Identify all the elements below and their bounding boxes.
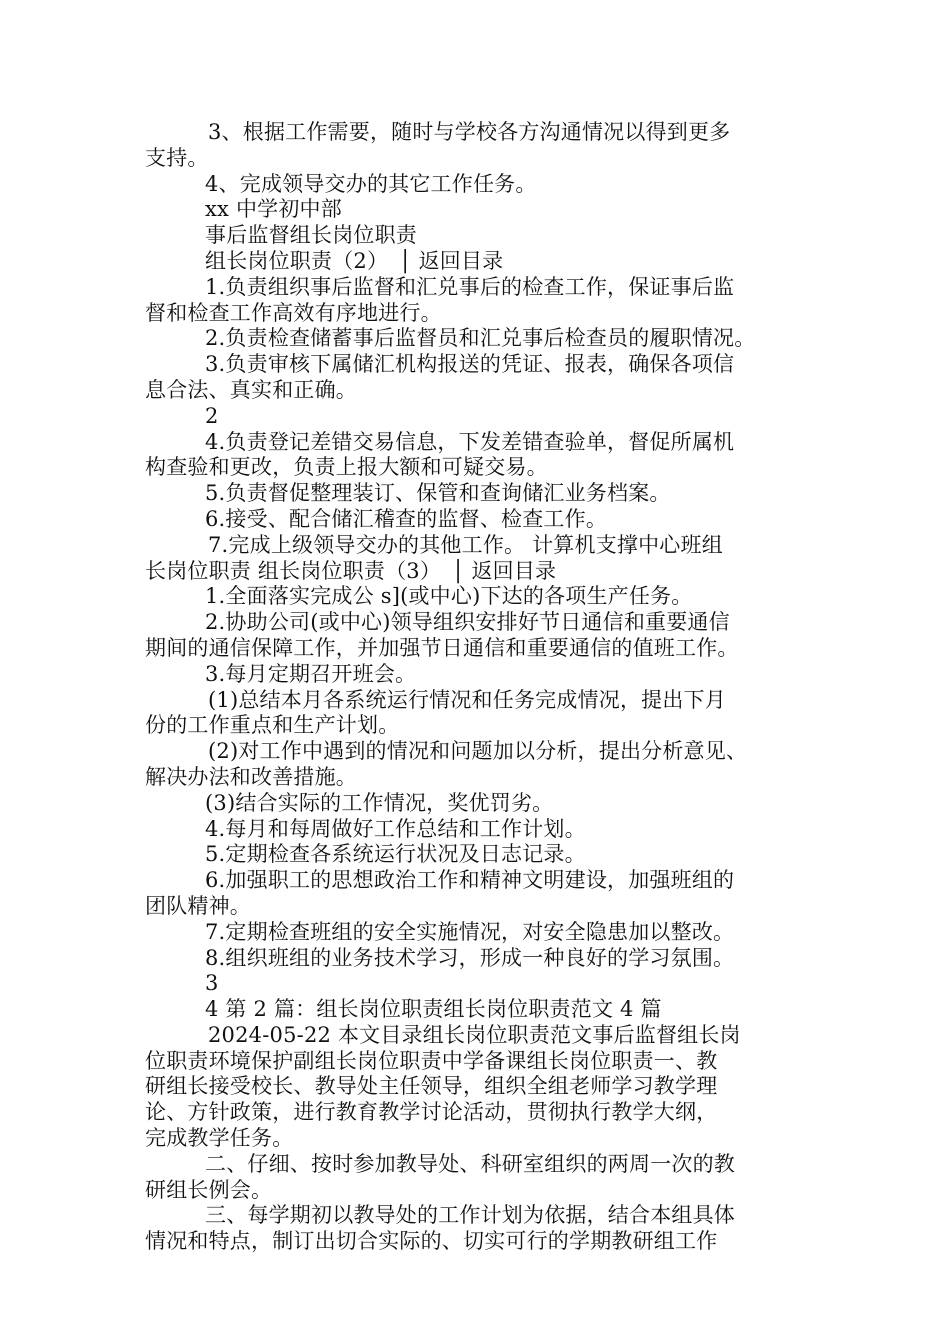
text-line: 2.负责检查储蓄事后监督员和汇兑事后检查员的履职情况。 [205,326,756,351]
text-line: 7.完成上级领导交办的其他工作。 计算机支撑中心班组 [208,532,723,557]
text-line: 7.定期检查班组的安全实施情况，对安全隐患加以整改。 [205,919,735,944]
text-line: 4.负责登记差错交易信息，下发差错查验单，督促所属机 [205,429,735,454]
text-line: 长岗位职责 组长岗位职责（3） │ 返回目录 [145,558,557,583]
text-line: 团队精神。 [145,893,251,918]
text-line: 6.接受、配合储汇稽查的监督、检查工作。 [205,506,608,531]
text-line: 支持。 [145,145,209,170]
text-line: 3 [205,971,219,996]
text-line: 1.负责组织事后监督和汇兑事后的检查工作，保证事后监 [205,274,735,299]
text-line: 构查验和更改，负责上报大额和可疑交易。 [145,455,548,480]
text-line: 研组长接受校长、教导处主任领导，组织全组老师学习教学理 [145,1074,718,1099]
text-line: 2024-05-22 本文目录组长岗位职责范文事后监督组长岗 [208,1022,741,1047]
text-line: 组长岗位职责（2） │ 返回目录 [205,248,504,273]
text-line: 期间的通信保障工作，并加强节日通信和重要通信的值班工作。 [145,635,739,660]
text-line: 情况和特点，制订出切合实际的、切实可行的学期教研组工作 [145,1229,718,1254]
text-line: 4 第 2 篇：组长岗位职责组长岗位职责范文 4 篇 [205,997,662,1022]
text-line: (1)总结本月各系统运行情况和任务完成情况，提出下月 [208,687,726,712]
text-line: 5.负责督促整理装订、保管和查询储汇业务档案。 [205,481,671,506]
text-line: 解决办法和改善措施。 [145,764,357,789]
text-line: 2.协助公司(或中心)领导组织安排好节日通信和重要通信 [205,610,730,635]
text-line: 1.全面落实完成公 s](或中心)下达的各项生产任务。 [205,584,693,609]
document-body [145,120,825,1255]
text-line: 位职责环境保护副组长岗位职责中学备课组长岗位职责一、教 [145,1048,718,1073]
text-line: 二、仔细、按时参加教导处、科研室组织的两周一次的教 [205,1151,735,1176]
text-line: 研组长例会。 [145,1177,273,1202]
text-line: 8.组织班组的业务技术学习，形成一种良好的学习氛围。 [205,945,735,970]
text-line: 3、根据工作需要，随时与学校各方沟通情况以得到更多 [208,120,731,144]
text-line: 5.定期检查各系统运行状况及日志记录。 [205,842,586,867]
text-line: 事后监督组长岗位职责 [205,223,417,248]
text-line: 论、方针政策，进行教育教学讨论活动，贯彻执行教学大纲， [145,1100,718,1125]
text-line: 督和检查工作高效有序地进行。 [145,300,442,325]
text-line: 完成教学任务。 [145,1126,294,1151]
text-line: 息合法、真实和正确。 [145,377,357,402]
text-line: 份的工作重点和生产计划。 [145,713,400,738]
text-line: 三、每学期初以教导处的工作计划为依据，结合本组具体 [205,1203,735,1228]
text-line: 2 [205,403,219,428]
text-line: 6.加强职工的思想政治工作和精神文明建设，加强班组的 [205,868,735,893]
text-line: (2)对工作中遇到的情况和问题加以分析，提出分析意见、 [208,739,748,764]
text-line: (3)结合实际的工作情况，奖优罚劣。 [205,790,554,815]
text-line: 3.负责审核下属储汇机构报送的凭证、报表，确保各项信 [205,352,735,377]
text-line: 3.每月定期召开班会。 [205,661,417,686]
text-line: xx 中学初中部 [205,197,342,222]
text-line: 4.每月和每周做好工作总结和工作计划。 [205,816,586,841]
text-line: 4、完成领导交办的其它工作任务。 [205,171,537,196]
